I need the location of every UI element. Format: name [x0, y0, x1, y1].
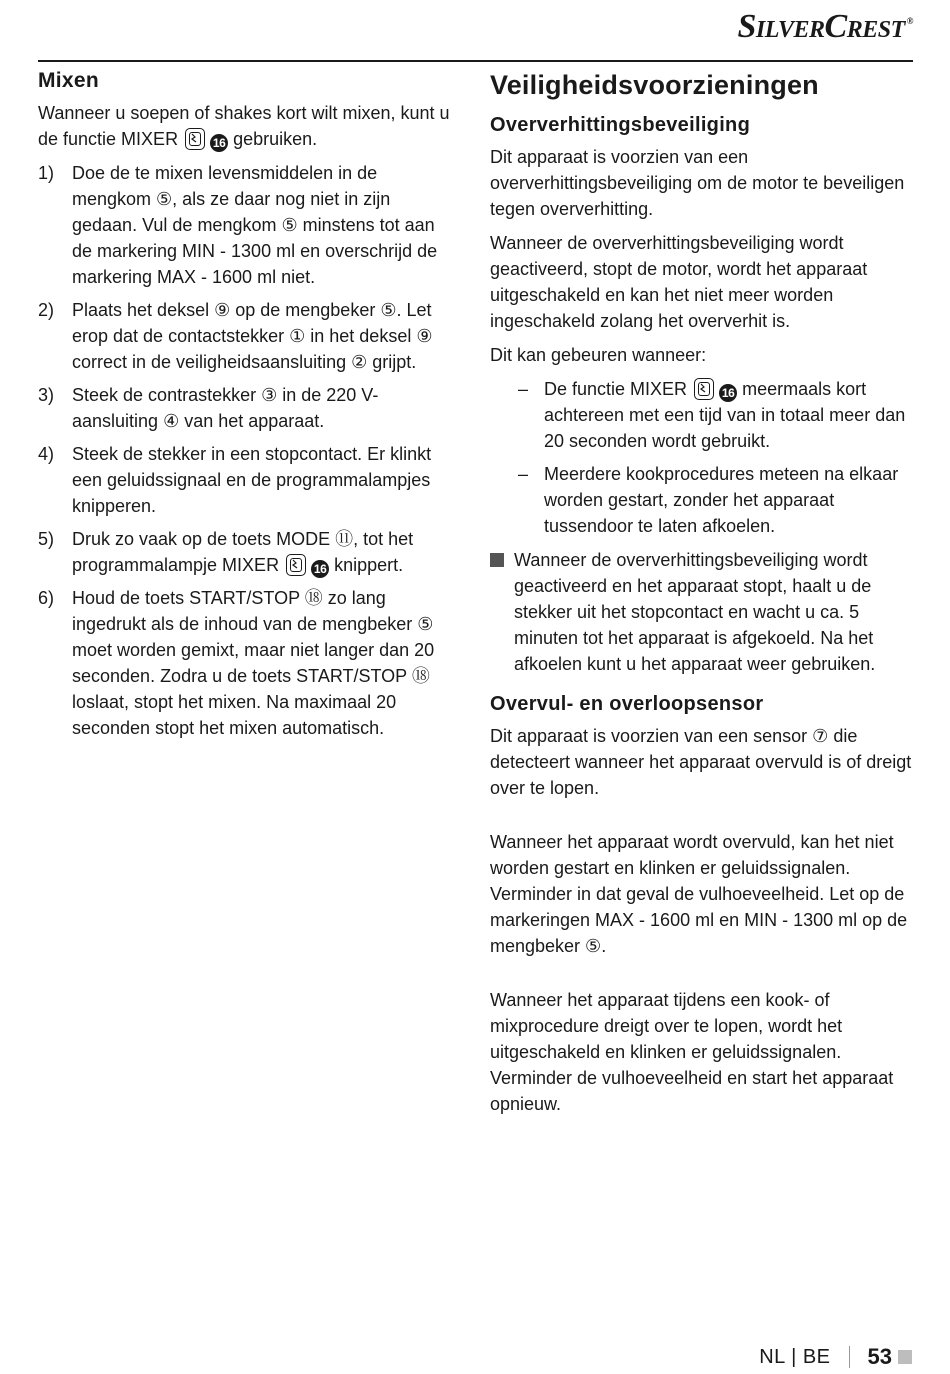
section-title-mixen: Mixen	[38, 69, 100, 92]
badge-16: 16	[719, 384, 737, 402]
note-block: Wanneer de oververhittingsbeveiliging wordt geactiveerd en het apparaat stopt, haalt u de stekker uit het stopcontact en wacht u ca. 5 minuten tot het apparaat is afgekoeld. Na het afkoelen kunt u het apparaat weer gebruiken.	[490, 547, 914, 677]
mixer-icon	[286, 554, 306, 576]
list-item: 4) Steek de stekker in een stopcontact. Er klinkt een geluidssignaal en de programmalampjes knipperen.	[38, 444, 432, 516]
list-item: 1) Doe de te mixen levensmiddelen in de mengkom ⑤, als ze daar nog niet in zijn gedaan. Vul de mengkom ⑤ minstens tot aan de markering MIN - 1300 ml en overschrijd de markering MAX - 1600 ml niet.	[38, 163, 438, 287]
mixen-steps	[38, 160, 458, 741]
dash-list	[518, 376, 914, 539]
badge-16: 16	[210, 134, 228, 152]
page-square-icon	[898, 1350, 912, 1364]
list-item: 6) Houd de toets START/STOP ⑱ zo lang ingedrukt als de inhoud van de mengbeker ⑤ moet worden gemixt, maar niet langer dan 20 seconden. Zodra u de toets START/STOP ⑱ loslaat, stopt het mixen. Na maximaal 20 seconden stopt het mixen automatisch.	[38, 588, 435, 738]
paragraph: Wanneer het apparaat tijdens een kook- of mixprocedure dreigt over te lopen, wordt het uitgeschakeld en klinken er geluidssignalen. Verminder de vulhoeveelheid en start het apparaat opnieuw.	[490, 990, 894, 1114]
section-title-veiligheid: Veiligheidsvoorzieningen	[490, 70, 819, 100]
page-number: 53	[867, 1344, 892, 1369]
page-header	[38, 0, 913, 62]
right-column	[490, 66, 914, 1125]
subsection-title-oververhitting: Oververhittingsbeveiliging	[490, 114, 751, 136]
brand-logo: SilverCrest ®	[737, 8, 913, 45]
badge-16: 16	[311, 560, 329, 578]
paragraph: Dit apparaat is voorzien van een sensor ⑦ die detecteert wanneer het apparaat overvuld is of dreigt over te lopen.	[490, 726, 912, 798]
page-footer	[759, 1344, 912, 1370]
list-item: 2) Plaats het deksel ⑨ op de mengbeker ⑤. Let erop dat de contactstekker ① in het deksel ⑨ correct in de veiligheidsaansluiting ② grijpt.	[38, 300, 433, 372]
paragraph: Wanneer de oververhittingsbeveiliging wordt geactiveerd, stopt de motor, wordt het apparaat uitgeschakeld en kan het niet meer worden ingeschakeld zolang het oververhit is.	[490, 233, 868, 331]
note-square-icon	[490, 553, 504, 567]
mixen-intro: Wanneer u soepen of shakes kort wilt mixen, kunt u de functie MIXER 16 gebruiken.	[38, 103, 450, 150]
list-item: – Meerdere kookprocedures meteen na elkaar worden gestart, zonder het apparaat tussendoor te laten afkoelen.	[518, 464, 899, 536]
footer-language: NL | BE	[759, 1345, 831, 1368]
subsection-title-overvul: Overvul- en overloopsensor	[490, 693, 764, 715]
mixer-icon	[694, 378, 714, 400]
list-item: – De functie MIXER 16 meermaals kort achtereen met een tijd van in totaal meer dan 20 seconden wordt gebruikt.	[518, 379, 906, 451]
mixer-icon	[185, 128, 205, 150]
list-item: 5) Druk zo vaak op de toets MODE ⑪, tot het programmalampje MIXER 16 knippert.	[38, 529, 414, 576]
left-column	[38, 66, 458, 748]
paragraph: Dit kan gebeuren wanneer:	[490, 345, 707, 365]
list-item: 3) Steek de contrastekker ③ in de 220 V-aansluiting ④ van het apparaat.	[38, 385, 379, 431]
paragraph: Dit apparaat is voorzien van een oververhittingsbeveiliging om de motor te beveiligen tegen oververhitting.	[490, 147, 905, 219]
paragraph: Wanneer het apparaat wordt overvuld, kan het niet worden gestart en klinken er geluidssignalen. Verminder in dat geval de vulhoeveelheid. Let op de markeringen MAX - 1600 ml en MIN - 1300 ml op de mengbeker ⑤.	[490, 832, 908, 956]
